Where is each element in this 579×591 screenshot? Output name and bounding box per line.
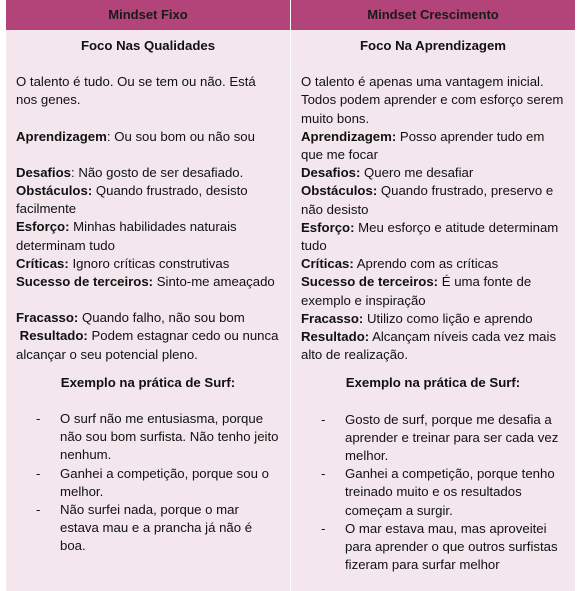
row-label: Resultado:	[301, 329, 370, 345]
row-text: Sinto-me ameaçado	[153, 274, 275, 290]
row-label: Críticas:	[16, 255, 69, 271]
bullet-dash: -	[36, 411, 41, 427]
list-item	[16, 410, 280, 465]
row-label: Sucesso de terceiros:	[16, 274, 154, 290]
bullet-dash: -	[321, 411, 326, 427]
row-label: Sucesso de terceiros:	[301, 274, 439, 290]
row-label: Fracasso:	[16, 310, 79, 326]
row-text: Podem estagnar cedo ou nunca alcançar o seu potencial pleno.	[16, 328, 279, 362]
fixed-subtitle: Foco Nas Qualidades	[80, 38, 216, 53]
fixed-row-resultado	[16, 327, 280, 363]
row-text: Utilizo como lição e aprendo	[363, 310, 533, 326]
fixed-surf-list	[16, 410, 280, 556]
row-label: Aprendizagem	[16, 128, 107, 144]
bullet-dash: -	[321, 466, 326, 482]
row-text: Posso aprender tudo em que me focar	[301, 128, 545, 163]
list-item	[301, 520, 565, 575]
fixed-mindset-column	[6, 0, 290, 591]
growth-mindset-header: Mindset Crescimento	[291, 0, 575, 30]
list-item	[16, 501, 280, 556]
bullet-dash: -	[36, 502, 41, 518]
fixed-row-criticas	[16, 255, 280, 273]
fixed-surf-title: Exemplo na prática de Surf:	[60, 374, 236, 390]
list-item-text: O mar estava mau, mas aproveitei para aprender o que outros surfistas fizeram para surfar melhor	[345, 520, 558, 573]
fixed-mindset-body	[6, 30, 290, 591]
growth-intro: O talento é apenas uma vantagem inicial. Todos podem aprender e com esforço serem muito bons.	[301, 74, 564, 126]
fixed-row-fracasso	[16, 309, 280, 327]
row-text: Quando frustrado, desisto facilmente	[16, 183, 248, 217]
row-text: Minhas habilidades naturais determinam tudo	[16, 219, 237, 253]
row-text: É uma fonte de exemplo e inspiração	[301, 274, 532, 308]
bullet-dash: -	[321, 520, 326, 536]
row-text: Quando falho, não sou bom	[78, 310, 245, 326]
fixed-row-desafios: Desafios: Não gosto de ser desafiado.	[16, 164, 244, 180]
row-text: Meu esforço e atitude determinam tudo	[301, 219, 559, 254]
growth-row-desafios	[301, 164, 565, 182]
row-label: Desafios:	[301, 165, 361, 181]
growth-subtitle: Foco Na Aprendizagem	[359, 38, 507, 53]
row-text: Ignoro críticas construtivas	[68, 255, 230, 271]
row-text: Alcançam níveis cada vez mais alto de realização.	[301, 329, 557, 363]
fixed-mindset-header: Mindset Fixo	[6, 0, 290, 30]
row-label: Resultado:	[19, 328, 88, 344]
row-label: Obstáculos:	[301, 183, 378, 199]
list-item-text: Ganhei a competição, porque sou o melhor.	[60, 465, 269, 499]
row-label: Desafios	[16, 164, 71, 180]
row-text: Quando frustrado, preservo e não desisto	[301, 183, 554, 217]
fixed-row-esforco	[16, 218, 280, 254]
row-label: Fracasso:	[301, 310, 364, 326]
row-label: Aprendizagem:	[301, 128, 397, 144]
growth-row-aprendizagem	[301, 128, 565, 164]
fixed-row-obstaculos	[16, 182, 280, 218]
fixed-row-aprendizagem: Aprendizagem: Ou sou bom ou não sou	[16, 128, 255, 144]
row-text: Não gosto de ser desafiado.	[74, 164, 244, 180]
row-label: Esforço:	[16, 219, 70, 235]
growth-row-sucesso	[301, 273, 565, 309]
growth-row-fracasso	[301, 310, 565, 328]
list-item-text: Ganhei a competição, porque tenho treinado muito e os resultados começam a surgir.	[345, 466, 555, 518]
fixed-intro: O talento é tudo. Ou se tem ou não. Está nos genes.	[16, 74, 256, 108]
list-item	[301, 411, 565, 466]
growth-mindset-column	[291, 0, 575, 591]
bullet-dash: -	[36, 465, 41, 481]
row-text: Ou sou bom ou não sou	[110, 128, 255, 144]
row-text: Aprendo com as críticas	[353, 256, 499, 272]
growth-surf-title: Exemplo na prática de Surf:	[345, 375, 521, 391]
growth-row-criticas	[301, 255, 565, 273]
mindset-comparison-table	[6, 0, 575, 591]
list-item-text: Não surfei nada, porque o mar estava mau e a prancha já não é boa.	[60, 502, 253, 554]
list-item	[301, 465, 565, 520]
row-label: Obstáculos:	[16, 183, 93, 199]
list-item	[16, 465, 280, 501]
row-label: Críticas:	[301, 256, 354, 272]
row-label: Esforço:	[301, 219, 355, 235]
fixed-row-sucesso	[16, 273, 280, 291]
list-item-text: O surf não me entusiasma, porque não sou bom surfista. Não tenho jeito nenhum.	[60, 411, 279, 463]
list-item-text: Gosto de surf, porque me desafia a aprender e treinar para ser cada vez melhor.	[345, 411, 559, 464]
growth-row-resultado	[301, 328, 565, 364]
growth-surf-list	[301, 411, 565, 575]
growth-row-obstaculos	[301, 182, 565, 218]
growth-mindset-body	[291, 30, 575, 591]
row-text: Quero me desafiar	[360, 165, 474, 181]
growth-row-esforco	[301, 219, 565, 255]
